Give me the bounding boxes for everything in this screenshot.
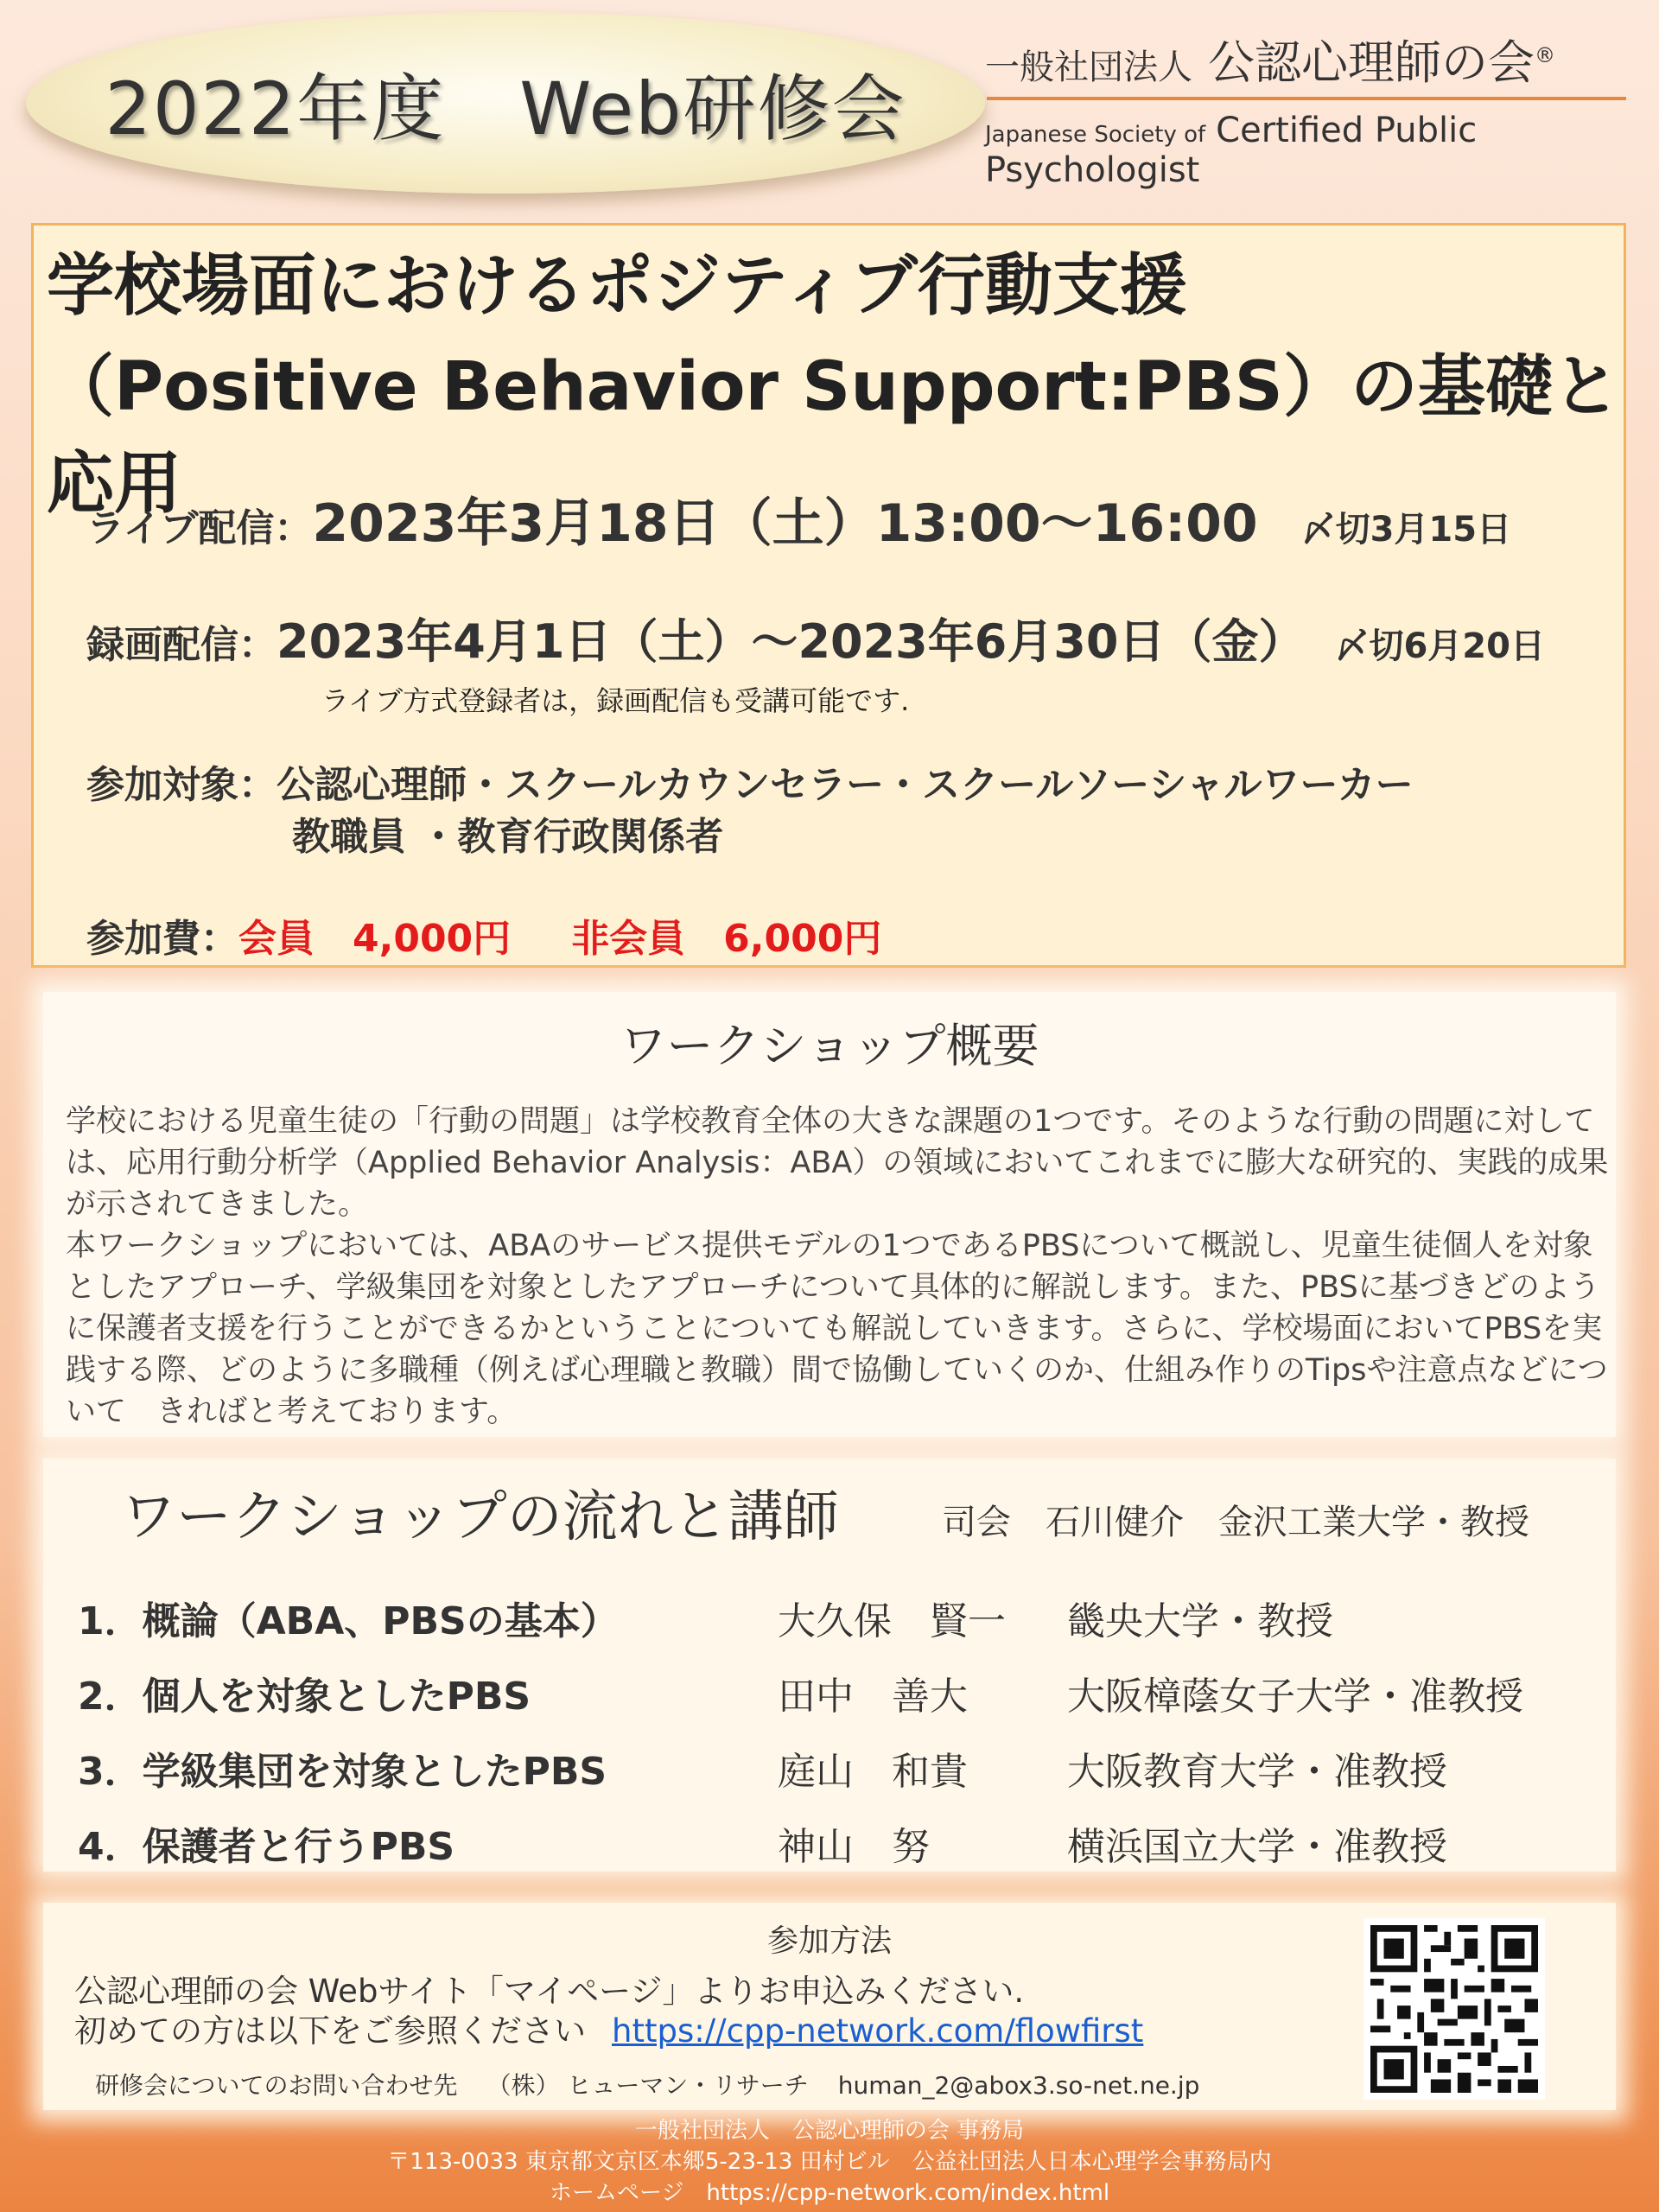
recorded-note: ライブ方式登録者は，録画配信も受講可能です. <box>321 684 910 717</box>
fee-row <box>86 907 881 963</box>
qr-code-graphic <box>1370 1925 1538 2093</box>
flow-item <box>78 1665 1616 1734</box>
recorded-deadline: 〆切6月20日 <box>1334 626 1545 666</box>
overview-paragraph-1: 学校における児童生徒の「行動の問題」は学校教育全体の大きな課題の1つです。そのような行動の問題に対しては、応用行動分析学（Applied Behavior Analysis：ABA）の領域においてこれまでに膨大な研究的、実践的成果が示されてきました。 <box>66 1104 1609 1222</box>
org-prefix: 一般社団法人 <box>985 48 1192 87</box>
flow-item <box>78 1740 1616 1809</box>
flow-topic: 4．保護者と行うPBS <box>78 1825 455 1869</box>
registered-mark: ® <box>1535 43 1555 67</box>
flowfirst-link[interactable]: https://cpp-network.com/flowfirst <box>612 2012 1144 2050</box>
event-badge <box>26 12 985 194</box>
flow-topic: 1．概論（ABA、PBSの基本） <box>78 1599 619 1643</box>
live-deadline: 〆切3月15日 <box>1300 510 1512 550</box>
contact-email[interactable]: human_2@abox3.so-net.ne.jp <box>837 2071 1200 2100</box>
fee-nonmember: 非会員 6,000円 <box>571 917 882 961</box>
event-title-line2: （Positive Behavior Support:PBS）の基礎と応用 <box>47 348 1620 523</box>
recorded-row <box>86 605 1545 671</box>
footer-address: 〒113-0033 東京都文京区本郷5-23-13 田村ビル 公益社団法人日本心理学会事務局内 <box>387 2149 1272 2175</box>
apply-line2-row <box>74 2012 1143 2051</box>
org-name: 公認心理師の会 <box>1208 35 1535 90</box>
apply-line2: 初めての方は以下をご参照ください <box>74 2012 586 2050</box>
flow-host: 司会 石川健介 金沢工業大学・教授 <box>942 1503 1529 1542</box>
audience-label: 参加対象： <box>86 763 276 807</box>
contact-row <box>95 2067 1229 2101</box>
flow-speaker-affiliation: 畿央大学・教授 <box>1067 1599 1333 1643</box>
audience-row <box>86 753 1414 809</box>
live-row <box>86 482 1511 556</box>
event-badge-text: 2022年度 Web研修会 <box>105 66 906 151</box>
audience-line1: 公認心理師・スクールカウンセラー・スクールソーシャルワーカー <box>276 763 1414 807</box>
live-datetime: 2023年3月18日（土）13:00～16:00 <box>312 493 1258 554</box>
footer <box>0 2115 1659 2209</box>
flow-topic: 2．個人を対象としたPBS <box>78 1675 531 1719</box>
flow-item <box>78 1590 1616 1659</box>
org-divider <box>987 97 1626 100</box>
org-name-en <box>985 111 1659 190</box>
flow-speaker-affiliation: 大阪教育大学・准教授 <box>1067 1750 1447 1794</box>
flow-speaker-affiliation: 横浜国立大学・准教授 <box>1067 1825 1447 1869</box>
flow-title: ワークショップの流れと講師 <box>121 1485 839 1549</box>
contact-company: （株） ヒューマン・リサーチ <box>486 2071 809 2100</box>
fee-member: 会員 4,000円 <box>238 917 512 961</box>
footer-org: 一般社団法人 公認心理師の会 事務局 <box>634 2118 1025 2144</box>
flow-item <box>78 1815 1616 1885</box>
flow-speaker-affiliation: 大阪樟蔭女子大学・准教授 <box>1067 1675 1523 1719</box>
org-en-small: Japanese Society of <box>985 122 1206 148</box>
recorded-label: 録画配信： <box>86 623 276 667</box>
org-name-jp <box>985 26 1555 92</box>
contact-label: 研修会についてのお問い合わせ先 <box>95 2071 458 2100</box>
event-title-line1: 学校場面におけるポジティブ行動支援 <box>47 247 1187 325</box>
apply-text <box>74 1972 1143 2051</box>
footer-homepage[interactable]: ホームページ https://cpp-network.com/index.html <box>549 2180 1110 2206</box>
flow-speaker-name: 田中 善大 <box>778 1675 968 1719</box>
flow-speaker-name: 神山 努 <box>778 1825 930 1869</box>
recorded-range: 2023年4月1日（土）～2023年6月30日（金） <box>276 614 1306 669</box>
apply-line1: 公認心理師の会 Webサイト「マイページ」よりお申込みください. <box>74 1973 1025 2010</box>
apply-title: 参加方法 <box>766 1923 892 1959</box>
fee-label: 参加費： <box>86 917 238 961</box>
flow-speaker-name: 庭山 和貴 <box>778 1750 968 1794</box>
overview-title: ワークショップ概要 <box>620 1019 1039 1073</box>
qr-code-icon <box>1363 1918 1545 2100</box>
flow-topic: 3．学級集団を対象としたPBS <box>78 1750 607 1794</box>
org-en-large: Certified Public Psychologist <box>985 111 1478 190</box>
live-label: ライブ配信： <box>86 506 313 550</box>
audience-line2: 教職員 ・教育行政関係者 <box>292 815 724 859</box>
overview-paragraph-2: 本ワークショップにおいては、ABAのサービス提供モデルの1つであるPBSについて概説し、児童生徒個人を対象としたアプローチ、学級集団を対象としたアプローチについて具体的に解説します。また、PBSに基づきどのように保護者支援を行うことができるかということについても解説していきます。さらに、学校場面においてPBSを実践する際、どのように多職種（例えば心理職と教職）間で協働していくのか、仕組み作りのTipsや注意点などについて きればと考えております。 <box>66 1229 1608 1429</box>
overview-text <box>66 1101 1612 1433</box>
flow-speaker-name: 大久保 賢一 <box>778 1599 1006 1643</box>
